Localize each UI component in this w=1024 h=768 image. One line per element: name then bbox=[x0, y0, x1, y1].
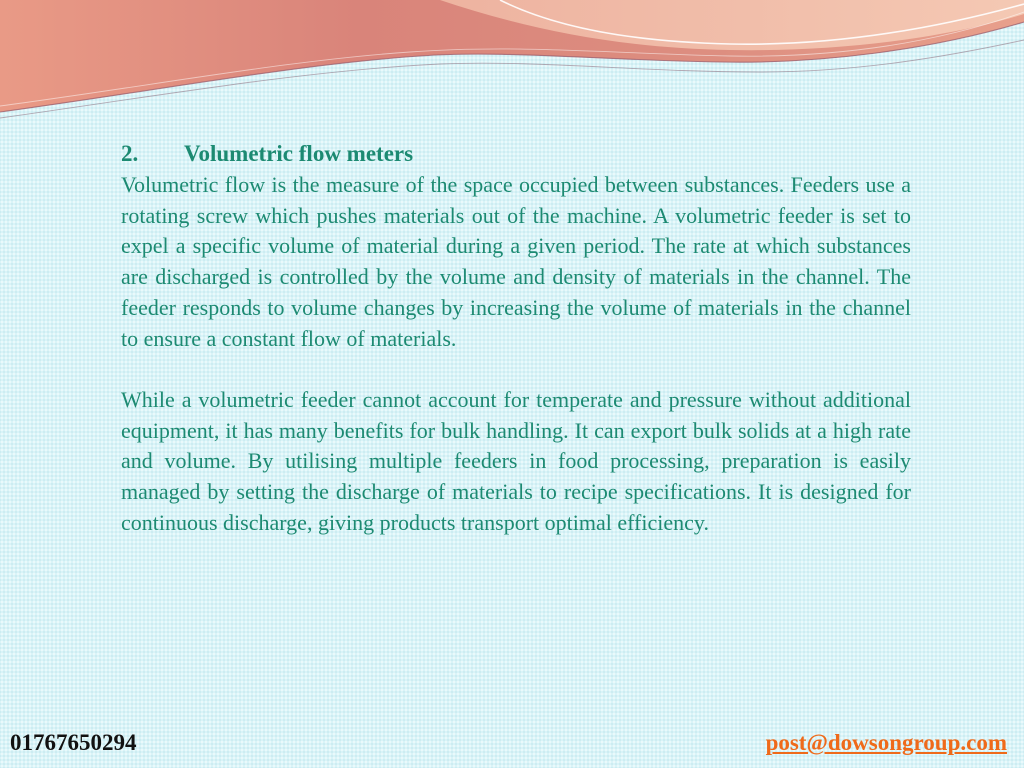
heading-number: 2. bbox=[121, 141, 139, 166]
heading-title: Volumetric flow meters bbox=[184, 141, 414, 166]
header-swoosh-decoration bbox=[0, 0, 1024, 130]
paragraph-1: Volumetric flow is the measure of the space occupied between substances. Feeders use a rotating screw which pushes materials out of the machine. A volumetric feeder is set to expel a specific volume of material during a given period. The rate at which substances are discharged is controlled by the volume and density of materials in the channel. The feeder responds to volume changes by increasing the volume of materials in the channel to ensure a constant flow of materials. bbox=[121, 172, 911, 351]
footer-phone-number: 01767650294 bbox=[10, 730, 137, 755]
section-heading bbox=[121, 138, 911, 170]
slide-content bbox=[121, 138, 911, 538]
footer-email-link[interactable]: post@dowsongroup.com bbox=[765, 730, 1007, 755]
paragraph-2: While a volumetric feeder cannot account for temperate and pressure without additional equipment, it has many benefits for bulk handling. It can export bulk solids at a high rate and volume. By utilising multiple feeders in food processing, preparation is easily managed by setting the discharge of materials to recipe specifications. It is designed for continuous discharge, giving products transport optimal efficiency. bbox=[121, 386, 911, 535]
paragraph-spacer bbox=[121, 354, 911, 385]
